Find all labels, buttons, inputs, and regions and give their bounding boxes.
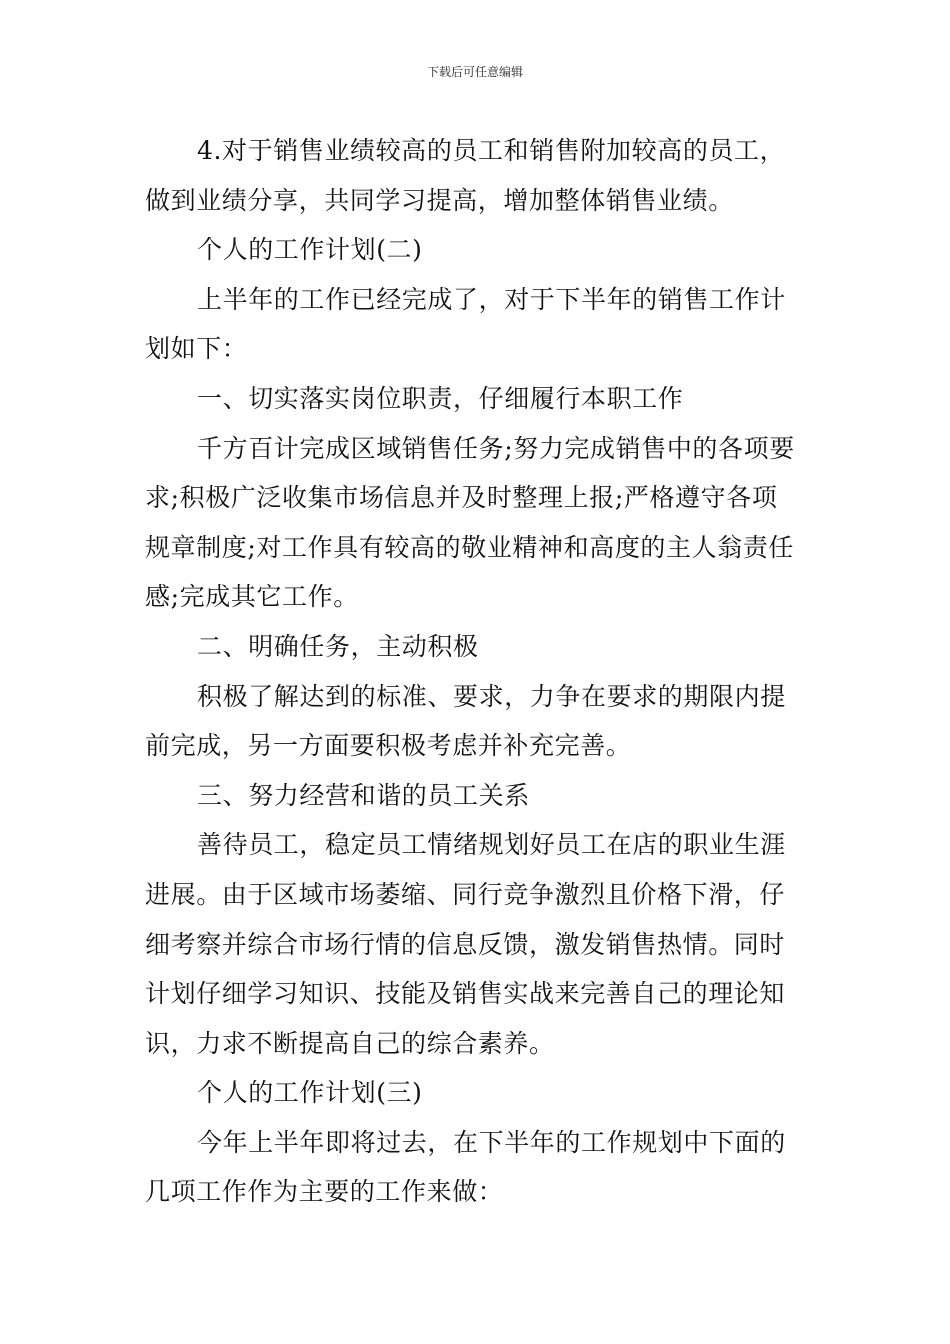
text-line: 善待员工，稳定员工情绪规划好员工在店的职业生涯	[197, 830, 786, 860]
text-line: 个人的工作计划(三)	[197, 1078, 423, 1108]
text-line: 规章制度;对工作具有较高的敬业精神和高度的主人翁责任	[145, 532, 795, 562]
text-line: 千方百计完成区域销售任务;努力完成销售中的各项要	[197, 433, 795, 463]
text-line: 几项工作作为主要的工作来做：	[145, 1177, 504, 1207]
text-line: 进展。由于区域市场萎缩、同行竞争激烈且价格下滑，仔	[145, 879, 786, 909]
text-line: 感;完成其它工作。	[145, 582, 359, 612]
text-line: 划如下：	[145, 334, 248, 364]
text-line: 三、努力经营和谐的员工关系	[197, 780, 530, 810]
text-line: 一、切实落实岗位职责，仔细履行本职工作	[197, 383, 684, 413]
page-header: 下载后可任意编辑	[426, 65, 523, 79]
text-line: 4.对于销售业绩较高的员工和销售附加较高的员工，	[197, 136, 786, 165]
text-line: 个人的工作计划(二)	[197, 235, 423, 265]
text-line: 上半年的工作已经完成了，对于下半年的销售工作计	[197, 284, 786, 314]
text-line: 积极了解达到的标准、要求，力争在要求的期限内提	[197, 681, 786, 711]
text-line: 今年上半年即将过去，在下半年的工作规划中下面的	[197, 1127, 786, 1157]
text-line: 计划仔细学习知识、技能及销售实战来完善自己的理论知	[145, 979, 786, 1009]
text-line: 识，力求不断提高自己的综合素养。	[145, 1028, 555, 1058]
text-line: 求;积极广泛收集市场信息并及时整理上报;严格遵守各项	[145, 483, 778, 513]
text-line: 前完成，另一方面要积极考虑并补充完善。	[145, 731, 632, 761]
text-line: 做到业绩分享，共同学习提高，增加整体销售业绩。	[145, 185, 734, 215]
text-line: 二、明确任务，主动积极	[197, 631, 479, 661]
document-body	[145, 126, 807, 1217]
text-line: 细考察并综合市场行情的信息反馈，激发销售热情。同时	[145, 929, 786, 959]
